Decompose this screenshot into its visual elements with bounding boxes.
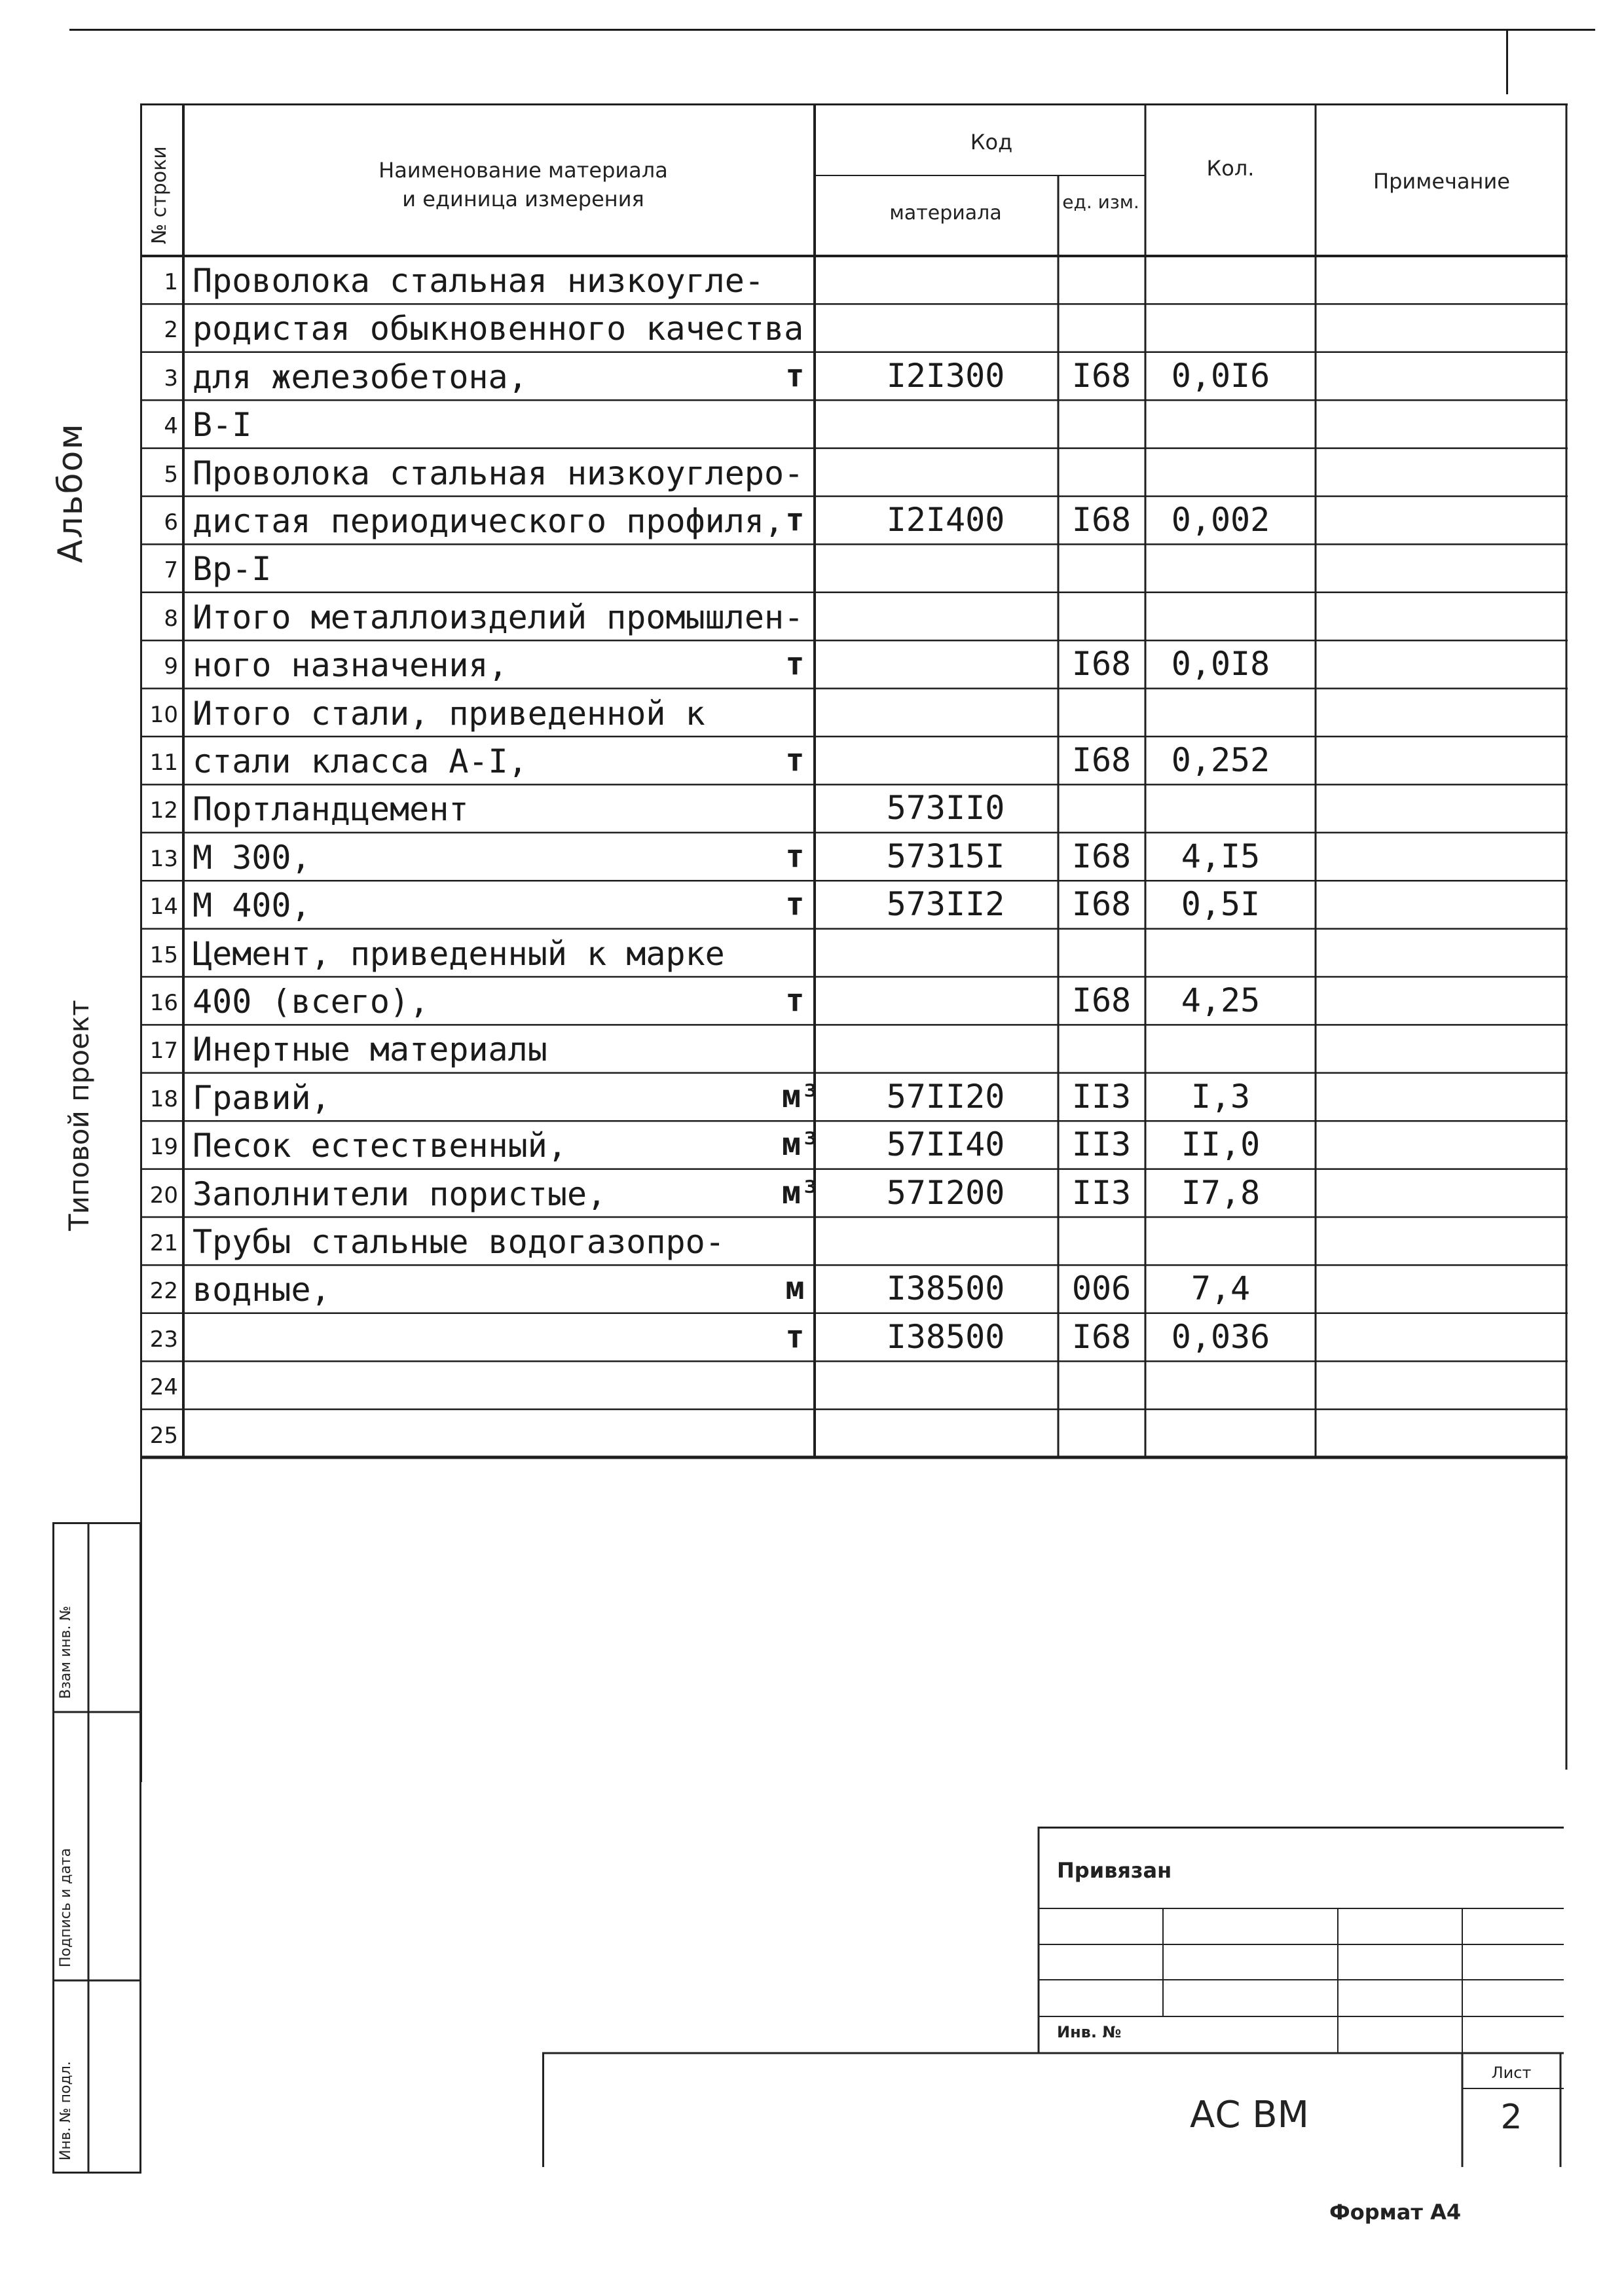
sheet-label: Лист bbox=[1491, 2064, 1532, 2082]
row-6-name: дистая периодического профиля, bbox=[193, 502, 784, 540]
row-23-ucode: I68 bbox=[1071, 1317, 1132, 1356]
row-13-name: М 300, bbox=[193, 838, 311, 877]
row-11-ucode: I68 bbox=[1071, 741, 1132, 779]
row-19-no: 19 bbox=[149, 1134, 178, 1161]
row-22-name: водные, bbox=[193, 1271, 331, 1309]
row-20-no: 20 bbox=[149, 1182, 178, 1209]
row-17-no: 17 bbox=[149, 1038, 178, 1065]
row-6-qty: 0,002 bbox=[1171, 501, 1270, 539]
row-3-name: для железобетона, bbox=[193, 357, 528, 396]
inv-no-label: Инв. № bbox=[1057, 2023, 1122, 2041]
row-16-no: 16 bbox=[149, 990, 178, 1016]
format-label: Формат А4 bbox=[1329, 2200, 1462, 2225]
row-19-qty: II,0 bbox=[1181, 1125, 1261, 1164]
row-12-no: 12 bbox=[149, 797, 178, 824]
row-14-ucode: I68 bbox=[1071, 885, 1132, 924]
row-6-unit: т bbox=[785, 501, 805, 538]
row-12-name: Портландцемент bbox=[193, 790, 469, 829]
row-9-name: ного назначения, bbox=[193, 646, 508, 685]
row-18-no: 18 bbox=[149, 1085, 178, 1112]
row-13-no: 13 bbox=[149, 845, 178, 872]
attached-label: Привязан bbox=[1057, 1858, 1172, 1883]
row-7-name: Bp-I bbox=[193, 550, 272, 589]
row-14-name: М 400, bbox=[193, 886, 311, 925]
row-3-ucode: I68 bbox=[1071, 356, 1132, 395]
row-1-name: Проволока стальная низкоугле- bbox=[193, 262, 764, 300]
row-9-qty: 0,0I8 bbox=[1171, 645, 1270, 683]
row-6-ucode: I68 bbox=[1071, 501, 1132, 539]
row-19-code: 57II40 bbox=[886, 1125, 1005, 1164]
header-qty: Кол. bbox=[1206, 156, 1255, 181]
header-code-unit: ед. изм. bbox=[1062, 191, 1139, 213]
row-23-no: 23 bbox=[149, 1326, 178, 1353]
row-13-qty: 4,I5 bbox=[1181, 837, 1261, 875]
margin-stamp bbox=[52, 1522, 141, 2174]
row-11-qty: 0,252 bbox=[1171, 741, 1270, 779]
row-20-qty: I7,8 bbox=[1181, 1173, 1261, 1212]
header-name-text: Наименование материала и единица измерения bbox=[378, 158, 668, 211]
row-20-ucode: II3 bbox=[1071, 1173, 1132, 1212]
row-8-name: Итого металлоизделий промышлен- bbox=[193, 598, 804, 636]
row-2-name: родистая обыкновенного качества bbox=[193, 310, 804, 348]
header-code-material: материала bbox=[889, 202, 1002, 225]
row-18-ucode: II3 bbox=[1071, 1077, 1132, 1116]
row-23-unit: т bbox=[785, 1318, 805, 1355]
designation: АС ВМ bbox=[1190, 2094, 1309, 2136]
row-18-qty: I,3 bbox=[1190, 1077, 1251, 1116]
row-14-unit: т bbox=[785, 886, 805, 923]
row-22-unit: м bbox=[785, 1270, 805, 1307]
row-2-no: 2 bbox=[164, 317, 178, 344]
row-16-name: 400 (всего), bbox=[193, 983, 430, 1021]
row-9-no: 9 bbox=[164, 653, 178, 680]
row-5-name: Проволока стальная низкоуглеро- bbox=[193, 454, 804, 492]
row-22-code: I38500 bbox=[886, 1269, 1005, 1308]
row-21-no: 21 bbox=[149, 1230, 178, 1256]
row-15-no: 15 bbox=[149, 941, 178, 968]
row-3-code: I2I300 bbox=[886, 356, 1005, 395]
top-frame-tick bbox=[1506, 29, 1508, 94]
row-22-qty: 7,4 bbox=[1190, 1269, 1251, 1308]
row-10-no: 10 bbox=[149, 701, 178, 728]
row-9-unit: т bbox=[785, 646, 805, 683]
row-3-qty: 0,0I6 bbox=[1171, 356, 1270, 395]
row-24-no: 24 bbox=[149, 1374, 178, 1401]
row-19-name: Песок естественный, bbox=[193, 1127, 567, 1165]
top-frame-line bbox=[69, 29, 1595, 31]
row-6-code: I2I400 bbox=[886, 501, 1005, 539]
row-23-code: I38500 bbox=[886, 1317, 1005, 1356]
row-17-name: Инертные материалы bbox=[193, 1030, 547, 1069]
row-6-no: 6 bbox=[164, 509, 178, 536]
row-11-no: 11 bbox=[149, 750, 178, 776]
row-22-ucode: 006 bbox=[1071, 1269, 1132, 1308]
row-3-unit: т bbox=[785, 357, 805, 394]
row-14-qty: 0,5I bbox=[1181, 885, 1261, 924]
row-16-unit: т bbox=[785, 982, 805, 1019]
row-19-unit: м³ bbox=[782, 1126, 820, 1163]
inv-orig-label: Инв. № подл. bbox=[58, 2061, 74, 2160]
row-22-no: 22 bbox=[149, 1278, 178, 1305]
row-19-ucode: II3 bbox=[1071, 1125, 1132, 1164]
header-note: Примечание bbox=[1373, 169, 1510, 194]
sheet-number: 2 bbox=[1500, 2098, 1522, 2137]
row-5-no: 5 bbox=[164, 461, 178, 488]
row-20-code: 57I200 bbox=[886, 1173, 1005, 1212]
row-11-name: стали класса A-I, bbox=[193, 742, 528, 780]
row-23-qty: 0,036 bbox=[1171, 1317, 1270, 1356]
row-13-ucode: I68 bbox=[1071, 837, 1132, 875]
row-18-name: Гравий, bbox=[193, 1078, 331, 1117]
title-block bbox=[542, 1827, 1564, 2180]
row-13-unit: т bbox=[785, 837, 805, 875]
row-14-code: 573II2 bbox=[886, 885, 1005, 924]
row-18-unit: м³ bbox=[782, 1078, 820, 1115]
row-4-no: 4 bbox=[164, 413, 178, 440]
row-16-qty: 4,25 bbox=[1181, 981, 1261, 1019]
row-8-no: 8 bbox=[164, 605, 178, 632]
row-18-code: 57II20 bbox=[886, 1077, 1005, 1116]
materials-table bbox=[140, 103, 1568, 1782]
row-1-no: 1 bbox=[164, 269, 178, 295]
row-21-name: Трубы стальные водогазопро- bbox=[193, 1223, 725, 1261]
row-25-no: 25 bbox=[149, 1422, 178, 1449]
row-13-code: 57315I bbox=[886, 837, 1005, 875]
row-12-code: 573II0 bbox=[886, 789, 1005, 828]
row-9-ucode: I68 bbox=[1071, 645, 1132, 683]
row-15-name: Цемент, приведенный к марке bbox=[193, 934, 725, 973]
signature-date-label: Подпись и дата bbox=[58, 1848, 74, 1967]
vzam-inv-label: Взам инв. № bbox=[58, 1605, 74, 1699]
row-20-name: Заполнители пористые, bbox=[193, 1175, 607, 1213]
row-4-name: B-I bbox=[193, 406, 252, 445]
row-10-name: Итого стали, приведенной к bbox=[193, 694, 705, 733]
typical-project-label: Типовой проект bbox=[63, 1000, 95, 1231]
header-code: Код bbox=[970, 130, 1013, 155]
row-7-no: 7 bbox=[164, 557, 178, 584]
header-row-number: № строки bbox=[148, 146, 171, 244]
album-label: Альбом bbox=[51, 422, 90, 563]
row-11-unit: т bbox=[785, 742, 805, 778]
header-name bbox=[186, 156, 860, 213]
row-16-ucode: I68 bbox=[1071, 981, 1132, 1019]
row-14-no: 14 bbox=[149, 894, 178, 920]
row-20-unit: м³ bbox=[782, 1174, 820, 1211]
row-3-no: 3 bbox=[164, 365, 178, 392]
